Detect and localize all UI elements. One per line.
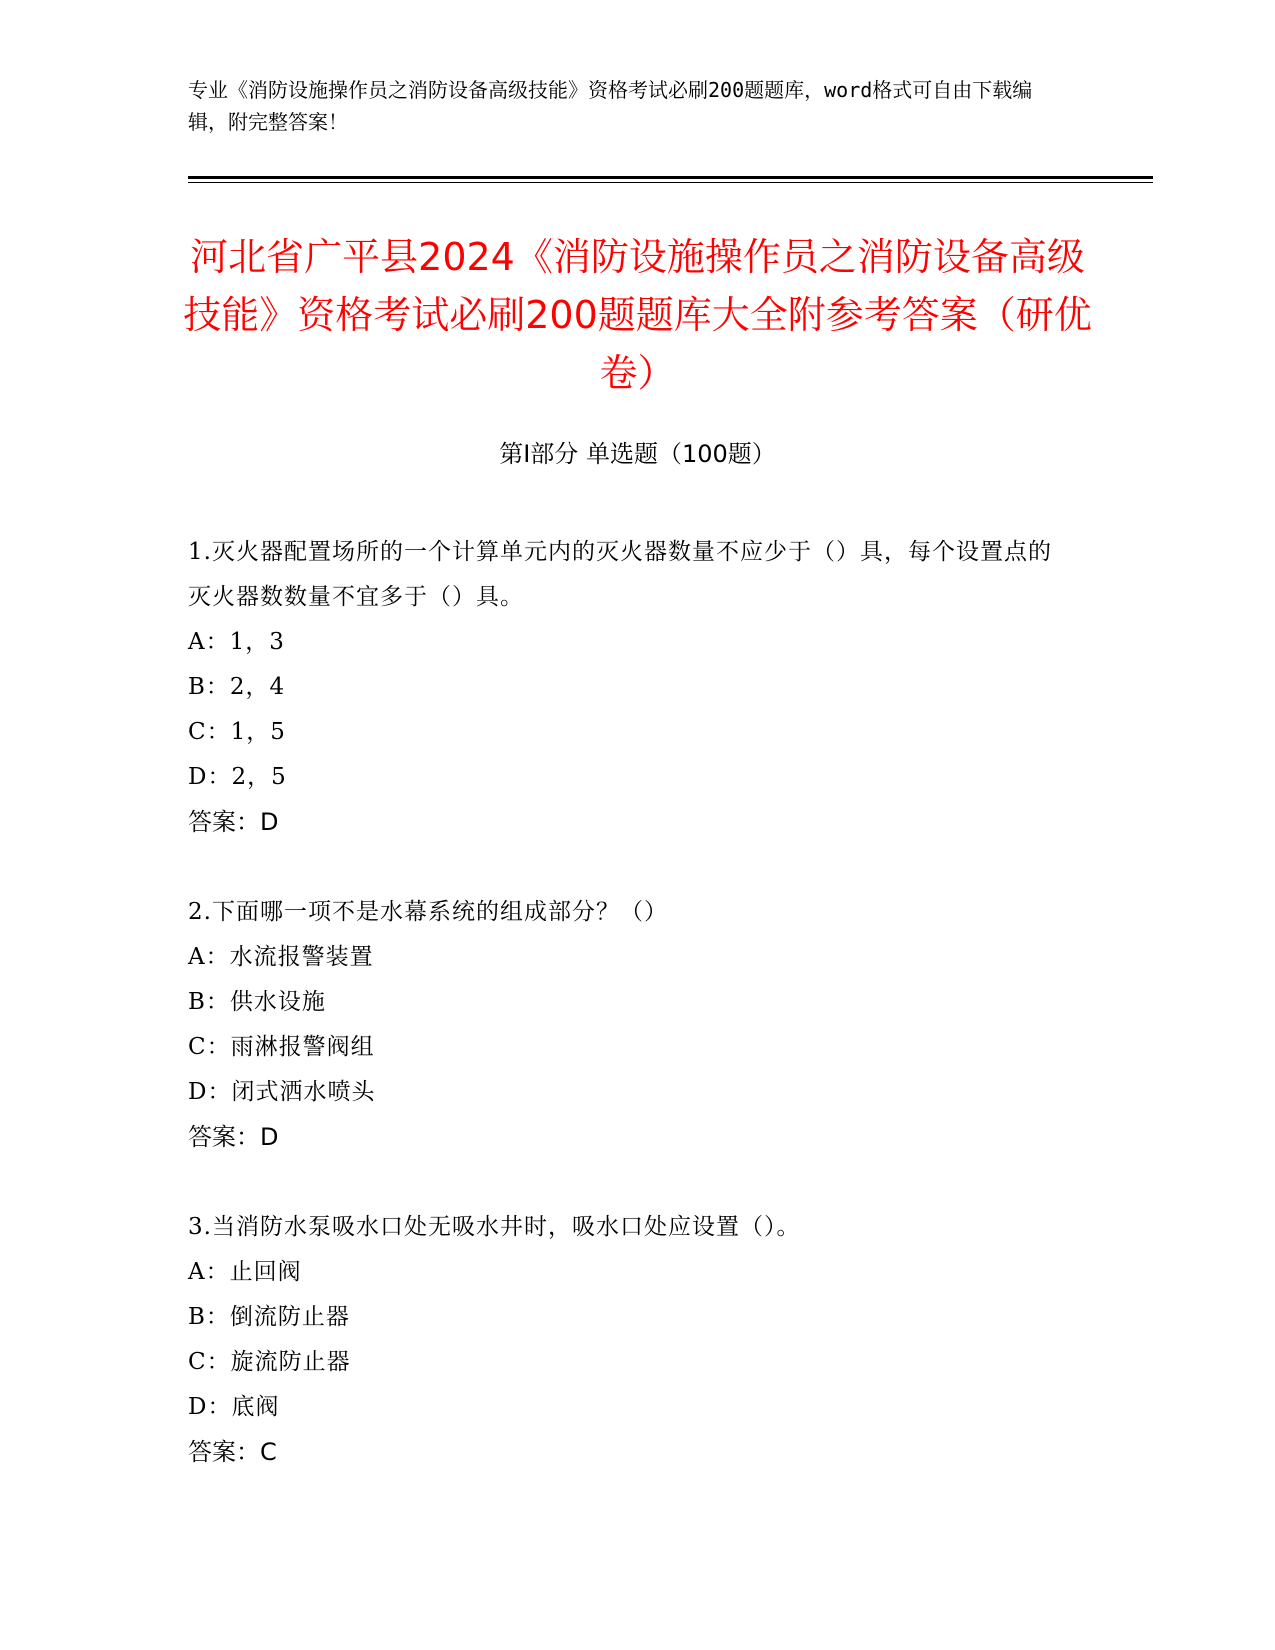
question-1 — [188, 530, 1068, 845]
option-c: C：旋流防止器 — [188, 1349, 351, 1375]
answer: 答案：C — [188, 1438, 277, 1466]
question-2 — [188, 890, 1068, 1160]
question-list — [188, 530, 1068, 1520]
option-b: B：供水设施 — [188, 989, 326, 1015]
option-b: B：2，4 — [188, 674, 286, 700]
question-stem: 3.当消防水泵吸水口处无吸水井时，吸水口处应设置（）。 — [188, 1214, 801, 1240]
option-c: C：雨淋报警阀组 — [188, 1034, 375, 1060]
answer: 答案：D — [188, 808, 279, 836]
option-c: C：1，5 — [188, 719, 286, 745]
option-d: D：2，5 — [188, 764, 287, 790]
document-title: 河北省广平县2024《消防设施操作员之消防设备高级技能》资格考试必刷200题题库大全附参考答案（研优卷） — [183, 235, 1092, 395]
answer: 答案：D — [188, 1123, 279, 1151]
option-a: A：1，3 — [188, 629, 285, 655]
option-a: A：水流报警装置 — [188, 944, 374, 970]
question-stem: 1.灭火器配置场所的一个计算单元内的灭火器数量不应少于（）具，每个设置点的灭火器数数量不宜多于（）具。 — [188, 539, 1052, 610]
header-rule-thick — [188, 176, 1153, 179]
question-3 — [188, 1205, 1068, 1475]
header-rule-thin — [188, 182, 1153, 183]
option-d: D：闭式洒水喷头 — [188, 1079, 376, 1105]
option-a: A：止回阀 — [188, 1259, 302, 1285]
header-note: 专业《消防设施操作员之消防设备高级技能》资格考试必刷200题题库，word格式可自由下载编辑，附完整答案！ — [188, 78, 1033, 134]
section-title: 第I部分 单选题（100题） — [499, 440, 776, 468]
option-b: B：倒流防止器 — [188, 1304, 350, 1330]
question-stem: 2.下面哪一项不是水幕系统的组成部分？（） — [188, 899, 668, 925]
option-d: D：底阀 — [188, 1394, 280, 1420]
